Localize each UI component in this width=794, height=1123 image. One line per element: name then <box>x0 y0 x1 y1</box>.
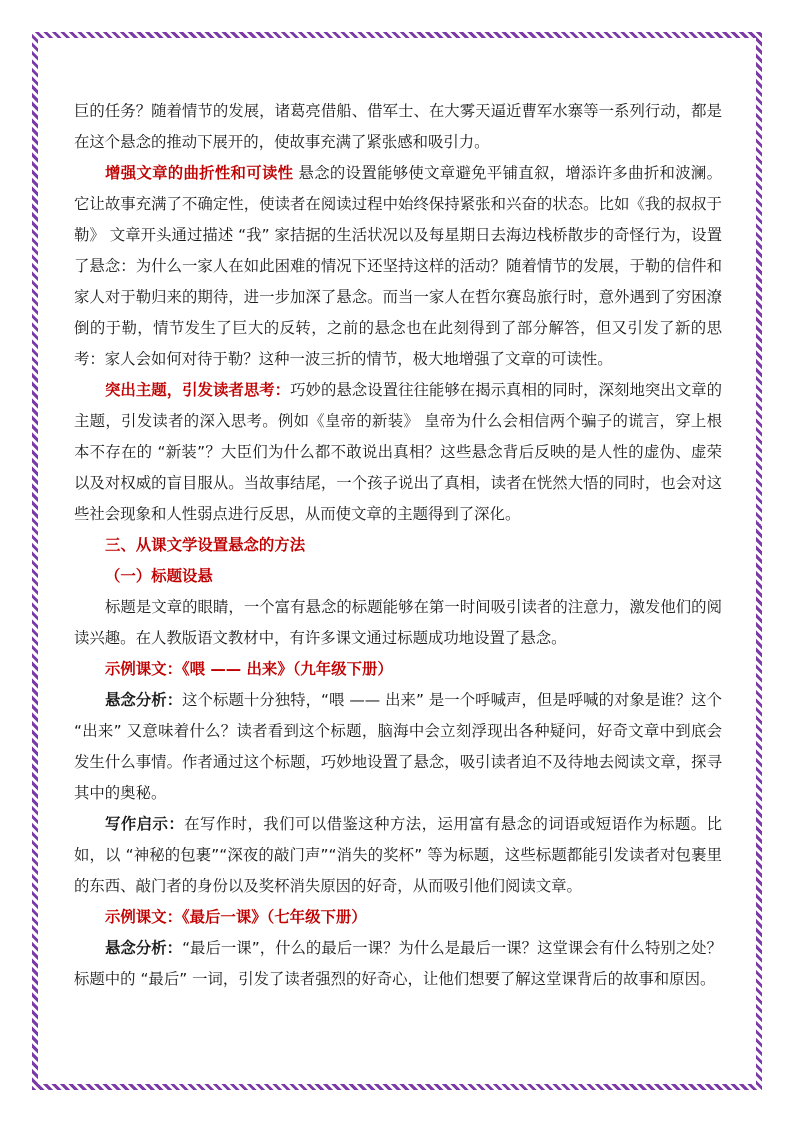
intro-paragraph: 标题是文章的眼睛，一个富有悬念的标题能够在第一时间吸引读者的注意力，激发他们的阅读兴趣。在人教版语文教材中，有许多课文通过标题成功地设置了悬念。 <box>74 598 722 647</box>
example-title: 示例课文：《喂 —— 出来》（九年级下册） <box>105 660 393 678</box>
writing-text: 在写作时，我们可以借鉴这种方法，运用富有悬念的词语或短语作为标题。比如，以 “神秘的包裹”“深夜的敲门声”“消失的奖杯” 等为标题，这些标题都能引发读者对包裹里的东西、敲门者的身份以及奖杯消失原因的好奇，从而吸引他们阅读文章。 <box>74 815 722 895</box>
writing-lead: 写作启示： <box>105 815 185 833</box>
paragraph-text: 悬念的设置能够使文章避免平铺直叙，增添许多曲折和波澜。它让故事充满了不确定性，使读者在阅读过程中始终保持紧张和兴奋的状态。比如《我的叔叔于勒》 文章开头通过描述 “我” 家拮据的生活状况以及每星期日去海边栈桥散步的奇怪行为，设置了悬念：为什么一家人在如此困难的情况下还坚持这样的活动？随着情节的发展，于勒的信件和家人对于勒归来的期待，进一步加深了悬念。而当一家人在哲尔赛岛旅行时，意外遇到了穷困潦倒的于勒，情节发生了巨大的反转，之前的悬念也在此刻得到了部分解答，但又引发了新的思考：家人会如何对待于勒？这种一波三折的情节，极大地增强了文章的可读性。 <box>74 164 722 368</box>
writing-paragraph <box>74 809 722 902</box>
analysis-paragraph <box>74 933 722 995</box>
section-heading: 三、从课文学设置悬念的方法 <box>105 536 306 554</box>
analysis-text: 这个标题十分独特，“喂 —— 出来” 是一个呼喊声，但是呼喊的对象是谁？这个 “出来” 又意味着什么？读者看到这个标题，脑海中会立刻浮现出各种疑问，好奇文章中到底会发生什么事情。作者通过这个标题，巧妙地设置了悬念，吸引读者迫不及待地去阅读文章，探寻其中的奥秘。 <box>74 691 722 802</box>
paragraph-continuation <box>74 96 722 158</box>
analysis-text: “最后一课”，什么的最后一课？为什么是最后一课？这堂课会有什么特别之处？标题中的 “最后” 一词，引发了读者强烈的好奇心，让他们想要了解这堂课背后的故事和原因。 <box>74 939 722 988</box>
analysis-lead: 悬念分析： <box>105 939 183 957</box>
paragraph-twists <box>74 158 722 375</box>
document-body <box>74 96 722 995</box>
example-title: 示例课文：《最后一课》（七年级下册） <box>105 908 367 926</box>
subsection-heading: （一）标题设悬 <box>105 567 213 585</box>
paragraph-text: 巨的任务？随着情节的发展，诸葛亮借船、借军士、在大雾天逼近曹军水寨等一系列行动，都是在这个悬念的推动下展开的，使故事充满了紧张感和吸引力。 <box>74 102 722 151</box>
paragraph-lead: 突出主题，引发读者思考： <box>105 381 291 399</box>
paragraph-text: 巧妙的悬念设置往往能够在揭示真相的同时，深刻地突出文章的主题，引发读者的深入思考。例如《皇帝的新装》 皇帝为什么会相信两个骗子的谎言，穿上根本不存在的 “新装”？大臣们为什么都不敢说出真相？这些悬念背后反映的是人性的虚伪、虚荣以及对权威的盲目服从。当故事结尾，一个孩子说出了真相，读者在恍然大悟的同时，也会对这些社会现象和人性弱点进行反思，从而使文章的主题得到了深化。 <box>74 381 722 523</box>
paragraph-theme <box>74 375 722 530</box>
paragraph-lead: 增强文章的曲折性和可读性 <box>105 164 294 182</box>
analysis-lead: 悬念分析： <box>105 691 183 709</box>
analysis-paragraph <box>74 685 722 809</box>
